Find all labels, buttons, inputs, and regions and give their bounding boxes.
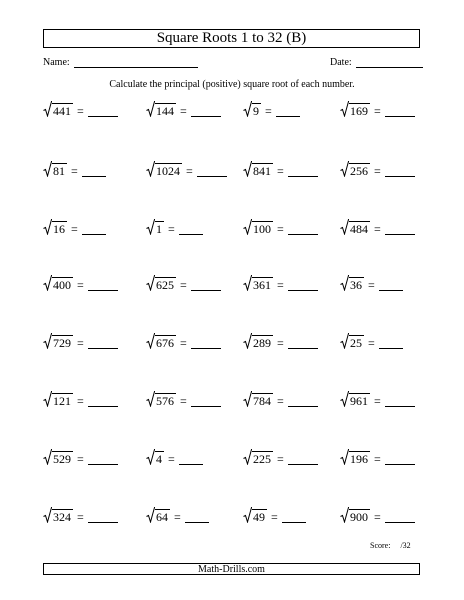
equals-sign: =	[374, 452, 381, 466]
answer-blank[interactable]	[385, 165, 415, 177]
square-root-expression	[146, 275, 176, 291]
answer-blank[interactable]	[88, 337, 118, 349]
square-root-expression	[340, 449, 370, 465]
equals-sign: =	[368, 336, 375, 350]
radicand: 484	[350, 222, 368, 236]
radicand: 784	[253, 394, 271, 408]
equals-sign: =	[277, 164, 284, 178]
square-root-expression	[340, 219, 370, 235]
radicand: 289	[253, 336, 271, 350]
radicand: 841	[253, 164, 271, 178]
radical-sign-icon	[340, 333, 349, 349]
radical-sign-icon	[146, 101, 155, 117]
answer-blank[interactable]	[385, 105, 415, 117]
radical-sign-icon	[243, 219, 252, 235]
square-root-expression	[340, 161, 370, 177]
equals-sign: =	[374, 510, 381, 524]
problem-item	[43, 449, 118, 465]
answer-blank[interactable]	[288, 453, 318, 465]
equals-sign: =	[271, 510, 278, 524]
answer-blank[interactable]	[179, 223, 203, 235]
square-root-expression	[243, 391, 273, 407]
square-root-expression	[243, 333, 273, 349]
answer-blank[interactable]	[191, 105, 221, 117]
radical-sign-icon	[340, 101, 349, 117]
worksheet-title: Square Roots 1 to 32 (B)	[43, 29, 420, 48]
problem-item	[243, 161, 318, 177]
problem-item	[146, 161, 227, 177]
answer-blank[interactable]	[88, 279, 118, 291]
radicand: 225	[253, 452, 271, 466]
answer-blank[interactable]	[82, 165, 106, 177]
answer-blank[interactable]	[385, 395, 415, 407]
radicand: 169	[350, 104, 368, 118]
radicand: 529	[53, 452, 71, 466]
radical-sign-icon	[340, 449, 349, 465]
problem-item	[243, 275, 318, 291]
radical-sign-icon	[146, 161, 155, 177]
equals-sign: =	[168, 222, 175, 236]
problem-item	[43, 219, 106, 235]
problem-item	[43, 333, 118, 349]
equals-sign: =	[77, 278, 84, 292]
radical-sign-icon	[243, 507, 252, 523]
radicand: 676	[156, 336, 174, 350]
problem-item	[340, 391, 415, 407]
radical-sign-icon	[243, 333, 252, 349]
radical-sign-icon	[340, 219, 349, 235]
answer-blank[interactable]	[288, 279, 318, 291]
score-label: Score:	[370, 541, 391, 550]
radicand: 1024	[156, 164, 180, 178]
answer-blank[interactable]	[379, 337, 403, 349]
square-root-expression	[146, 391, 176, 407]
radicand: 729	[53, 336, 71, 350]
radical-sign-icon	[43, 391, 52, 407]
square-root-expression	[146, 449, 164, 465]
radical-sign-icon	[243, 275, 252, 291]
radicand: 625	[156, 278, 174, 292]
square-root-expression	[340, 333, 364, 349]
equals-sign: =	[71, 222, 78, 236]
radical-sign-icon	[43, 449, 52, 465]
footer-brand: Math-Drills.com	[43, 563, 420, 575]
instructions: Calculate the principal (positive) square root of each number.	[109, 79, 355, 90]
radical-sign-icon	[243, 101, 252, 117]
problem-item	[243, 507, 306, 523]
square-root-expression	[43, 391, 73, 407]
radicand: 36	[350, 278, 362, 292]
answer-blank[interactable]	[379, 279, 403, 291]
problem-item	[340, 101, 415, 117]
name-label: Name:	[43, 57, 70, 68]
answer-blank[interactable]	[282, 511, 306, 523]
problem-item	[243, 101, 300, 117]
square-root-expression	[43, 333, 73, 349]
equals-sign: =	[180, 104, 187, 118]
square-root-expression	[146, 333, 176, 349]
radicand: 400	[53, 278, 71, 292]
answer-blank[interactable]	[88, 105, 118, 117]
answer-blank[interactable]	[191, 395, 221, 407]
problem-item	[146, 101, 221, 117]
problem-item	[243, 391, 318, 407]
problem-item	[340, 333, 403, 349]
equals-sign: =	[186, 164, 193, 178]
square-root-expression	[243, 275, 273, 291]
radicand: 441	[53, 104, 71, 118]
square-root-expression	[146, 507, 170, 523]
square-root-expression	[340, 391, 370, 407]
square-root-expression	[43, 219, 67, 235]
answer-blank[interactable]	[288, 223, 318, 235]
radicand: 4	[156, 452, 162, 466]
equals-sign: =	[277, 222, 284, 236]
equals-sign: =	[374, 164, 381, 178]
radicand: 9	[253, 104, 259, 118]
score-total: /32	[400, 541, 411, 550]
radical-sign-icon	[243, 161, 252, 177]
answer-blank[interactable]	[197, 165, 227, 177]
square-root-expression	[243, 101, 261, 117]
equals-sign: =	[77, 104, 84, 118]
answer-blank[interactable]	[82, 223, 106, 235]
radical-sign-icon	[43, 161, 52, 177]
radicand: 961	[350, 394, 368, 408]
radical-sign-icon	[243, 449, 252, 465]
answer-blank[interactable]	[385, 453, 415, 465]
square-root-expression	[340, 101, 370, 117]
problem-item	[340, 449, 415, 465]
radicand: 100	[253, 222, 271, 236]
radicand: 1	[156, 222, 162, 236]
equals-sign: =	[374, 222, 381, 236]
radicand: 361	[253, 278, 271, 292]
problem-item	[146, 219, 203, 235]
problem-item	[146, 333, 221, 349]
radical-sign-icon	[43, 275, 52, 291]
problem-item	[243, 449, 318, 465]
equals-sign: =	[374, 104, 381, 118]
problem-item	[146, 275, 221, 291]
equals-sign: =	[77, 452, 84, 466]
problem-item	[43, 275, 118, 291]
answer-blank[interactable]	[191, 279, 221, 291]
answer-blank[interactable]	[191, 337, 221, 349]
radicand: 49	[253, 510, 265, 524]
equals-sign: =	[180, 278, 187, 292]
equals-sign: =	[180, 336, 187, 350]
square-root-expression	[146, 219, 164, 235]
square-root-expression	[146, 161, 182, 177]
equals-sign: =	[174, 510, 181, 524]
radicand: 121	[53, 394, 71, 408]
square-root-expression	[340, 275, 364, 291]
problem-item	[340, 219, 415, 235]
square-root-expression	[43, 161, 67, 177]
equals-sign: =	[374, 394, 381, 408]
answer-blank[interactable]	[288, 337, 318, 349]
equals-sign: =	[277, 336, 284, 350]
radical-sign-icon	[146, 507, 155, 523]
answer-blank[interactable]	[288, 165, 318, 177]
radicand: 64	[156, 510, 168, 524]
radical-sign-icon	[43, 219, 52, 235]
square-root-expression	[243, 449, 273, 465]
radicand: 324	[53, 510, 71, 524]
radical-sign-icon	[340, 161, 349, 177]
radical-sign-icon	[43, 333, 52, 349]
square-root-expression	[243, 507, 267, 523]
radicand: 256	[350, 164, 368, 178]
radical-sign-icon	[243, 391, 252, 407]
square-root-expression	[340, 507, 370, 523]
radicand: 81	[53, 164, 65, 178]
answer-blank[interactable]	[88, 511, 118, 523]
equals-sign: =	[168, 452, 175, 466]
answer-blank[interactable]	[185, 511, 209, 523]
equals-sign: =	[277, 394, 284, 408]
equals-sign: =	[368, 278, 375, 292]
radical-sign-icon	[146, 391, 155, 407]
radical-sign-icon	[43, 101, 52, 117]
problem-item	[243, 333, 318, 349]
problem-item	[340, 507, 415, 523]
answer-blank[interactable]	[88, 453, 118, 465]
problem-item	[43, 101, 118, 117]
radicand: 900	[350, 510, 368, 524]
answer-blank[interactable]	[385, 223, 415, 235]
answer-blank[interactable]	[88, 395, 118, 407]
problem-item	[146, 391, 221, 407]
equals-sign: =	[71, 164, 78, 178]
radical-sign-icon	[340, 275, 349, 291]
problem-item	[340, 161, 415, 177]
problem-item	[43, 161, 106, 177]
equals-sign: =	[180, 394, 187, 408]
radical-sign-icon	[340, 391, 349, 407]
problem-item	[243, 219, 318, 235]
equals-sign: =	[265, 104, 272, 118]
radicand: 144	[156, 104, 174, 118]
radicand: 16	[53, 222, 65, 236]
radicand: 576	[156, 394, 174, 408]
radical-sign-icon	[146, 275, 155, 291]
radical-sign-icon	[146, 449, 155, 465]
problem-item	[43, 507, 118, 523]
score-area	[370, 541, 411, 550]
square-root-expression	[243, 161, 273, 177]
radicand: 196	[350, 452, 368, 466]
square-root-expression	[43, 275, 73, 291]
square-root-expression	[146, 101, 176, 117]
radical-sign-icon	[43, 507, 52, 523]
radicand: 25	[350, 336, 362, 350]
equals-sign: =	[77, 394, 84, 408]
answer-blank[interactable]	[385, 511, 415, 523]
square-root-expression	[243, 219, 273, 235]
equals-sign: =	[77, 336, 84, 350]
square-root-expression	[43, 101, 73, 117]
answer-blank[interactable]	[288, 395, 318, 407]
equals-sign: =	[77, 510, 84, 524]
radical-sign-icon	[340, 507, 349, 523]
radical-sign-icon	[146, 333, 155, 349]
radical-sign-icon	[146, 219, 155, 235]
answer-blank[interactable]	[276, 105, 300, 117]
date-label: Date:	[330, 57, 352, 68]
problem-item	[340, 275, 403, 291]
problem-item	[146, 507, 209, 523]
problem-item	[146, 449, 203, 465]
square-root-expression	[43, 507, 73, 523]
square-root-expression	[43, 449, 73, 465]
equals-sign: =	[277, 452, 284, 466]
problem-item	[43, 391, 118, 407]
equals-sign: =	[277, 278, 284, 292]
answer-blank[interactable]	[179, 453, 203, 465]
